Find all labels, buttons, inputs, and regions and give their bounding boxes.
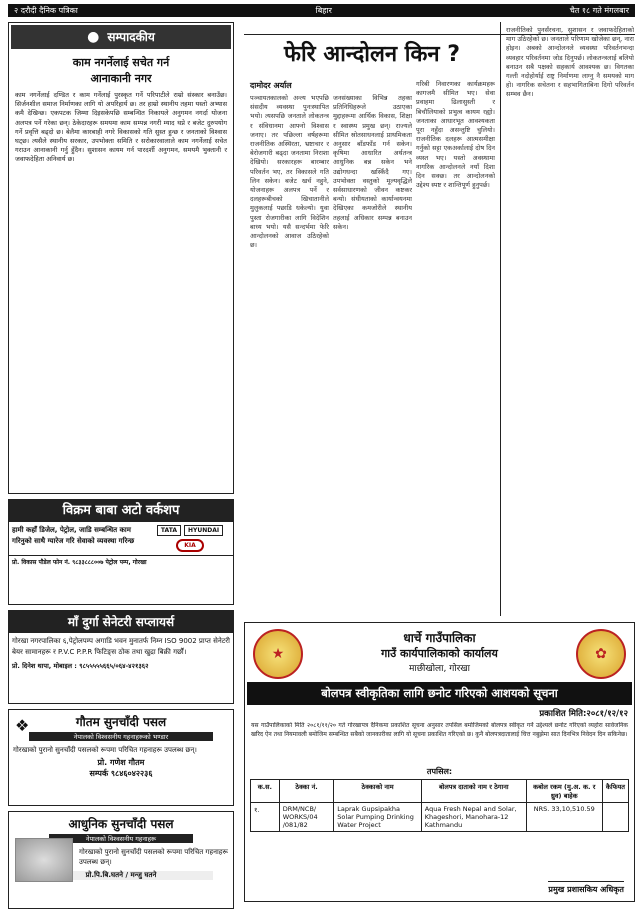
ad-auto-title: विक्रम बाबा अटो वर्कशप xyxy=(9,500,233,522)
notice-list-label: तपसिल: xyxy=(426,767,453,776)
editorial-box xyxy=(8,22,234,494)
cell-serial: १. xyxy=(251,803,280,832)
cell-contract-no: DRM/NCB/ WORKS/04 /081/82 xyxy=(279,803,334,832)
jewellery-icon: ❖ xyxy=(15,716,30,735)
notice-signature: प्रमुख प्रशासकिय अधिकृत xyxy=(548,881,624,895)
ad-adhunik-subtitle: नेपालको विश्वसनीय गहनाहरू xyxy=(49,834,193,843)
column-rule xyxy=(500,22,501,616)
cell-amount: NRS. 33,10,510.59 xyxy=(526,803,602,832)
notice-table xyxy=(250,779,629,832)
th-bidder: बोलपत्र दाताको नाम र ठेगाना xyxy=(421,780,526,803)
th-remarks: कैफियत xyxy=(602,780,628,803)
cell-remarks xyxy=(602,803,628,832)
ad-gautam-title: गौतम सुनचाँदी पसल xyxy=(75,715,167,729)
cell-contract-name: Laprak Gupsipakha Solar Pumping Drinking Water Project xyxy=(334,803,422,832)
paper-name: दरौदी दैनिक पत्रिका xyxy=(20,6,78,15)
article-col3: गरिबी निवारणका कार्यक्रमहरू कागजमै सीमित भए। सेवा प्रवाहमा ढिलासुस्ती र बिचौलियाको प्रभुत्व कायम रह्यो। जनताका आधारभूत आवश्यकता पूरा नहुँदा असन्तुष्टि चुलियो। राजनीतिक दलहरू आत्मसमीक्षा गर्नुको सट्टा एकअर्कालाई दोष दिन व्यस्त भए। यस्तो अवस्थामा नागरिक आन्दोलनले नयाँ दिशा दिन सक्छ। तर आन्दोलनको उद्देश्य स्पष्ट र शान्तिपूर्ण हुनुपर्छ। xyxy=(416,80,495,190)
article-col1: पञ्चायतकालको अन्त्य भएपछि संसदीय व्यवस्था पुनःस्थापित भयो। त्यसपछि जनताले लोकतन्त्र र संविधानमा आफ्नो विश्वास जनाए। तर पछिल्ला वर्षहरूमा राजनीतिक अस्थिरता, भ्रष्टाचार र बेरोजगारी बढ्दा जनतामा निराशा देखियो। सरकारहरू बारम्बार परिवर्तन भए, तर विकासले गति लिन सकेन। बजेट खर्च नहुने, योजनाहरू अलपत्र पर्ने र दलहरूबीचको खिचातानीले मुलुकलाई पछाडि धकेल्यो। युवा पुस्ता रोजगारीका लागि विदेशिन बाध्य भयो। यसै सन्दर्भमा फेरि आन्दोलनको आवाज उठिरहेको छ। xyxy=(250,94,329,250)
editorial-heading-line1: काम नगर्नेलाई सचेत गर्न xyxy=(72,56,170,69)
brand-logo-kia: KIA xyxy=(176,539,204,552)
globe-icon: ● xyxy=(87,29,100,45)
notice-date: प्रकाशित मिति:२०८१/१२/१२ xyxy=(539,709,628,719)
th-amount: कबोल रकम (मु.अ. क. र ध्रुव) बाहेक xyxy=(526,780,602,803)
header-date: चैत १८ गते मंगलबार xyxy=(569,6,629,15)
ad-auto-contact: प्रो. विकास पौडेल फोन नं. ९८३३८८८००७ पेट्रोल पम्प, गोरखा xyxy=(9,555,233,568)
brand-logo-tata: TATA xyxy=(157,525,181,536)
ad-adhunik-desc: गोरखाको पुरानो सुनचाँदी पसलको रूपमा परिचित गहनाहरू उपलब्ध छन्। xyxy=(79,848,228,866)
ad-adhunik-title: आधुनिक सुनचाँदी पसल xyxy=(68,817,174,831)
ad-gautam-subtitle: नेपालको विश्वसनीय गहनाहरूको भण्डार xyxy=(29,732,213,741)
notice-org: धार्चे गाउँपालिका xyxy=(403,631,476,645)
editorial-banner xyxy=(11,25,231,49)
page-number: २ xyxy=(14,6,19,15)
article-col4: राजनीतिको पुनर्संरचना, सुशासन र जवाफदेहिताको माग उठिरहेको छ। जनताले परिणाम खोजेका छन्, नारा होइन। अबको आन्दोलनले व्यवस्था परिवर्तनभन्दा व्यवहार परिवर्तनमा जोड दिनुपर्छ। लोकतन्त्रलाई बलियो बनाउन सबै पक्षको सहकार्य आवश्यक छ। विगतका गल्ती नदोहोर्याई राष्ट्र निर्माणमा लाग्नु नै समयको माग हो। नागरिक सचेतना र सहभागिताबिना दिगो परिवर्तन सम्भव छैन। xyxy=(506,26,634,99)
ad-sanitary-desc: गोरखा नगरपालिका ६,पेट्रोलपम्प अगाडि भवन मुनातर्फ निम्न ISO 9002 प्राप्त सेनेटरी बेयर सामानहरू र P.V.C P.P.R फिटिङ्स ठोक तथा खुद्रा बिक्री गर्छौं। xyxy=(12,637,230,656)
ad-gautam-phone: सम्पर्क ९८४६०४२२३६ xyxy=(89,769,153,778)
ad-auto-workshop xyxy=(8,499,234,605)
notice-body: यस गाउँपालिकाको मिति २०८१/११/२० गते गोरखापत्र दैनिकमा प्रकाशित सूचना अनुसार तपसिल बमोजिमको बोलपत्र स्वीकृत गर्ने उद्देश्यले छनोट गरिएको व्यहोरा सार्वजनिक खरिद ऐन तथा नियमावली बमोजिम सम्बन्धित सबैको जानकारीका लागि यो सूचना प्रकाशित गरिएको छ। कुनै बोलपत्रदातालाई चित्त नबुझेमा सात दिनभित्र निवेदन दिन सकिनेछ। xyxy=(251,722,628,738)
th-serial: क.स. xyxy=(251,780,280,803)
notice-table-header xyxy=(251,780,629,803)
notice-title: बोलपत्र स्वीकृतिका लागि छनोट गरिएको आशयको सूचना xyxy=(247,682,632,705)
header-left xyxy=(14,5,78,16)
article-author: दामोदर अर्याल xyxy=(250,81,292,90)
ad-sanitary-contact: प्रो. दिनेश थापा, मोबाइल : ९८५५५५५६६५/०६४-४२१३६२ xyxy=(12,662,149,670)
article-headline: फेरि आन्दोलन किन ? xyxy=(284,42,460,67)
notice-place: माछीखोला, गोरखा xyxy=(409,664,470,674)
ad-gautam-jewellers xyxy=(8,709,234,806)
brand-logo-hyundai: HYUNDAI xyxy=(184,525,223,536)
editorial-heading xyxy=(9,55,233,87)
nepal-emblem-logo: ★ xyxy=(253,629,303,679)
ad-sanitary-title: माँ दुर्गा सेनेटरी सप्लायर्स xyxy=(9,611,233,633)
article-col2: जनसंख्याका विभिन्न तहका प्रतिनिधिहरूले उठाएका मुद्दाहरूमा आर्थिक विकास, शिक्षा र स्वास्थ्य प्रमुख छन्। राज्यले सीमित स्रोतसाधनलाई प्राथमिकता अनुसार बाँडफाँड गर्न सकेन। कृषिमा आधारित अर्थतन्त्र आधुनिक बन्न सकेन भने उद्योगधन्दा खस्किँदै गए। उपभोक्ता वस्तुको मूल्यवृद्धिले सर्वसाधारणको जीवन कष्टकर बन्यो। संघीयताको कार्यान्वयनमा देखिएका कमजोरीले स्थानीय तहलाई अधिकार सम्पन्न बनाउन सकेन। xyxy=(333,94,412,231)
left-column xyxy=(8,22,234,904)
th-contract-no: ठेक्का नं. xyxy=(279,780,334,803)
page-header xyxy=(8,4,635,17)
ad-adhunik-contact: प्रो.पि.बि.घतने / मन्जु घतने xyxy=(29,871,213,880)
th-contract-name: ठेक्काको नाम xyxy=(334,780,422,803)
ad-gautam-contact: प्रो. गणेश गौतम xyxy=(97,758,145,767)
ad-sanitary xyxy=(8,610,234,704)
editorial-title: सम्पादकीय xyxy=(107,30,155,44)
cell-bidder: Aqua Fresh Nepal and Solar, Khageshori, Manohara-12 Kathmandu xyxy=(421,803,526,832)
rural-municipality-logo: ✿ xyxy=(576,629,626,679)
ad-gautam-desc: गोरखाको पुरानो सुनचाँदी पसलको रूपमा परिचित गहनाहरू उपलब्ध छन्। xyxy=(13,746,197,754)
notice-office: गाउँ कार्यपालिकाको कार्यालय xyxy=(381,647,498,660)
notice-box xyxy=(244,622,635,902)
header-day: बिहार xyxy=(315,6,332,15)
editorial-body: काम नगर्नेलाई दण्डित र काम गर्नेलाई पुरस्कृत गर्ने परिपाटीले राम्रो संस्कार बनाउँछ। सिर्जनशील समाज निर्माणका लागि यो अपरिहार्य छ। तर हाम्रो स्थानीय तहमा यस्तो अभ्यास कमै देखिन्छ। एकपटक जिम्मा दिइसकेपछि सम्बन्धित निकायले अनुगमन नगर्दा योजना अलपत्र पर्ने गरेका छन्। ठेकेदारहरू समयमा काम सम्पन्न नगरी म्याद थप्ने र बजेट दुरुपयोग गर्ने प्रवृत्ति बढ्दो छ। बेलैमा कारबाही नगरे विकासको गति सुस्त हुन्छ र जनताको विश्वास घट्छ। त्यसैले स्थानीय सरकार, उपभोक्ता समिति र सरोकारवालाले काम नगर्नेलाई सचेत गराउन आनाकानी गर्नु हुँदैन। सुशासन कायम गर्न पारदर्शी अनुगमन, समयमै भुक्तानी र जवाफदेहिता अनिवार्य छ। xyxy=(15,91,227,164)
table-row xyxy=(251,803,629,832)
editorial-heading-line2: आनाकानी नगर xyxy=(90,72,152,85)
ad-adhunik-jewellers xyxy=(8,811,234,909)
necklace-image xyxy=(15,838,73,882)
ad-auto-desc: हामी कहाँ डिजेल, पेट्रोल, जाडि सम्बन्धित काम गरिनुको साथै ग्यारेज गरि सेवाको व्यवस्था गरिन्छ xyxy=(12,526,135,545)
